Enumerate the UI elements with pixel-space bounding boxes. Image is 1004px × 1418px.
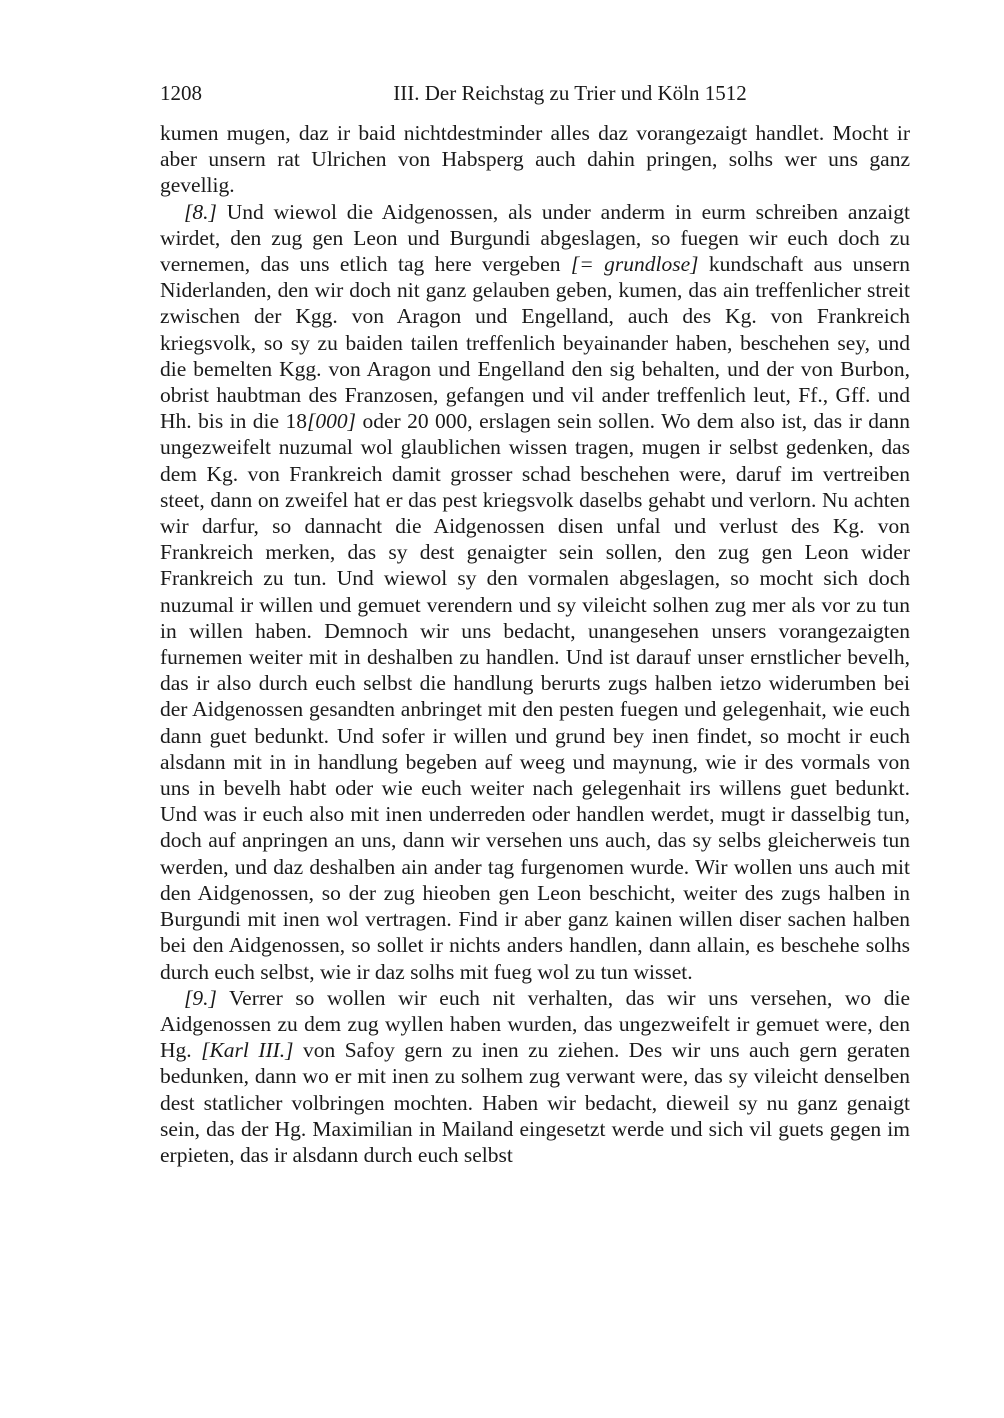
text-segment: Verrer so wollen wir euch nit verhalten, das wir uns versehen, wo die Aidgenossen zu dem zug wyllen haben wurden, das ungezweifelt ir gemuet were, den Hg. (160, 985, 910, 1063)
section-marker: [8.] (184, 199, 217, 224)
text-segment: kumen mugen, daz ir baid nichtdestminder alles daz vorangezaigt handlet. Mocht ir aber unsern rat Ulrichen von Habsperg auch dahin pringen, solhs wer uns ganz gevellig. (160, 121, 910, 198)
text-segment: oder 20 000, erslagen sein sollen. Wo dem also ist, das ir dann ungezweifelt nuzumal wol glaublichen wissen tragen, mugen ir selbst gedenken, das dem Kg. von Frankreich damit grosser schad beschehen were, daruf im vertreiben steet, dann on zweifel hat er das pest kriegsvolk daselbs gehabt und verlorn. Nu achten wir darfur, so dannacht die Aidgenossen disen unfal und verlust des Kg. von Frankreich merken, das sy dest genaigter sein sollen, den zug gen Leon wider Frankreich zu tun. Und wiewol sy den vormalen abgeslagen, so mocht sich doch nuzumal ir willen und gemuet verendern und sy vileicht solhen zug mer als vor zu tun in willen haben. Demnoch wir uns bedacht, unangesehen unsers vorangezaigten furnemen weiter mit in deshalben zu handlen. Und ist darauf unser ernstlicher bevelh, das ir also durch euch selbst die handlung berurts zugs halben ietzo widerumben bei der Aidgenossen gesandten anbringet mit den pesten fuegen und gelegenhait, wie euch dann guet bedunkt. Und sofer ir willen und grund bey inen findet, so mocht ir euch alsdann mit in in handlung begeben auf weeg und maynung, wie ir des vormals von uns in bevelh habt oder wie euch weiter nach gelegenhait irs willens guet bedunkt. Und was ir euch also mit inen underreden oder handlen werdet, mugt ir dasselbig tun, doch auf anpringen an uns, dann wir versehen uns auch, das sy selbs gleicherweis tun werden, und daz deshalben ain ander tag furgenomen wurde. Wir wollen uns auch mit den Aidgenossen, so der zug hieoben gen Leon beschicht, weiter des zugs halben in Burgundi mit inen wol vertragen. Find ir aber ganz kainen willen diser sachen halben bei den Aidgenossen, so sollet ir nichts anders handlen, dann allain, es beschehe solhs durch euch selbst, wie ir daz solhs mit fueg wol zu tun wisset. (160, 409, 910, 984)
body-text (160, 120, 910, 1168)
text-segment: Und wiewol die Aidgenossen, als under anderm in eurm schreiben anzaigt wirdet, den zug gen Leon und Burgundi abgeslagen, so fuegen wir euch doch zu vernemen, das uns etlich tag here vergeben (160, 199, 910, 277)
text-segment: kundschaft aus unsern Niderlanden, den wir doch nit ganz gelauben geben, kumen, das ain treffenlicher streit zwischen der Kgg. von Aragon und Engelland, auch des Kg. von Frankreich kriegsvolk, so sy zu baiden tailen treffenlich beyainander haben, beschehen sey, und die bemelten Kgg. von Aragon und Engelland den sig behalten, und der von Burbon, obrist haubtman des Franzosen, gefangen und vil ander treffenlich leut, Ff., Gff. und Hh. bis in die 18 (160, 252, 910, 434)
editorial-insertion: [Karl III.] (201, 1038, 294, 1063)
section-marker: [9.] (184, 985, 217, 1010)
paragraph-continuation (160, 120, 910, 199)
page-number: 1208 (160, 81, 202, 105)
editorial-gloss: [= grundlose] (570, 252, 699, 277)
editorial-insertion: [000] (307, 409, 357, 434)
document-page (160, 80, 910, 1168)
running-title: III. Der Reichstag zu Trier und Köln 1512 (393, 81, 747, 105)
paragraph-section-9 (160, 985, 910, 1168)
paragraph-section-8 (160, 199, 910, 985)
text-segment: von Safoy gern zu inen zu ziehen. Des wir uns auch gern geraten bedunken, dann wo er mit inen zu solhem zug verwant were, das sy vileicht denselben dest statlicher volbringen mochten. Haben wir bedacht, dieweil sy nu ganz genaigt sein, das der Hg. Maximilian in Mailand eingesetzt werde und sich vil guets gegen im erpieten, das ir alsdann durch euch selbst (160, 1038, 910, 1167)
running-head (160, 80, 910, 106)
